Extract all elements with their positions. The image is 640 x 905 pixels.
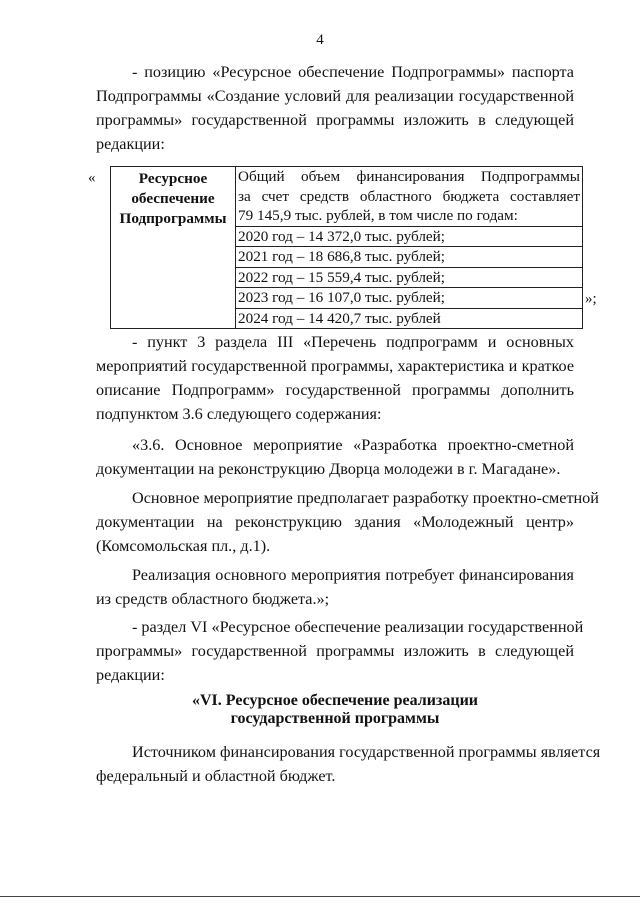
text-line: Основное мероприятие предполагает разработку проектно-сметной bbox=[132, 489, 599, 507]
text-line: (Комсомольская пл., д.1). bbox=[96, 537, 271, 555]
header-line: Ресурсное bbox=[138, 170, 208, 187]
text-line: - раздел VI «Ресурсное обеспечение реализации государственной bbox=[132, 618, 584, 636]
table-line: 2021 год – 18 686,8 тыс. рублей; bbox=[236, 247, 582, 268]
resource-table-body bbox=[236, 167, 583, 329]
table-line: 2020 год – 14 372,0 тыс. рублей; bbox=[236, 227, 582, 248]
paragraph-passport-amendment bbox=[96, 60, 574, 156]
text-line: Источником финансирования государственной программы является bbox=[132, 743, 601, 761]
section-title-line: «VI. Ресурсное обеспечение реализации bbox=[191, 692, 479, 709]
table-open-quote: « bbox=[88, 170, 96, 186]
text-line: - пункт 3 раздела III «Перечень подпрограмм и основных bbox=[132, 333, 574, 351]
text-line: из средств областного бюджета.»; bbox=[96, 590, 330, 608]
table-line: 2022 год – 15 559,4 тыс. рублей; bbox=[236, 268, 582, 289]
paragraph-funding-source bbox=[96, 740, 601, 788]
paragraph-section3-amendment bbox=[96, 330, 574, 426]
resource-table bbox=[110, 166, 583, 329]
table-line: Общий объем финансирования Подпрограммы bbox=[238, 168, 580, 185]
table-close-quote: »; bbox=[585, 291, 597, 307]
section-title-line: государственной программы bbox=[230, 710, 440, 727]
text-line: документации на реконструкцию Дворца молодежи в г. Магадане». bbox=[96, 460, 561, 478]
resource-table-header bbox=[111, 167, 236, 329]
text-line: подпунктом 3.6 следующего содержания: bbox=[96, 405, 382, 423]
text-line: программы» государственной программы изложить в следующей bbox=[96, 111, 574, 129]
table-line: за счет средств областного бюджета составляет bbox=[238, 187, 580, 205]
table-line: 2024 год – 14 420,7 тыс. рублей bbox=[238, 309, 441, 327]
header-line: Подпрограммы bbox=[119, 210, 227, 227]
text-line: Реализация основного мероприятия потребует финансирования bbox=[132, 566, 574, 584]
paragraph-item-3-6 bbox=[96, 433, 574, 481]
page-bottom-rule bbox=[0, 896, 640, 897]
text-line: «3.6. Основное мероприятие «Разработка проектно-сметной bbox=[132, 436, 574, 454]
section-title bbox=[96, 692, 574, 728]
text-line: федеральный и областной бюджет. bbox=[96, 767, 336, 785]
text-line: - позицию «Ресурсное обеспечение Подпрограммы» паспорта bbox=[132, 63, 574, 81]
paragraph-financing bbox=[96, 563, 574, 611]
text-line: мероприятий государственной программы, характеристика и краткое bbox=[96, 357, 574, 375]
text-line: описание Подпрограмм» государственной программы дополнить bbox=[96, 381, 574, 399]
text-line: редакции: bbox=[96, 135, 165, 153]
paragraph-section6-amendment bbox=[96, 615, 584, 687]
text-line: редакции: bbox=[96, 666, 165, 684]
table-line: 79 145,9 тыс. рублей, в том числе по годам: bbox=[236, 206, 582, 227]
table-line: 2023 год – 16 107,0 тыс. рублей; bbox=[236, 288, 582, 309]
paragraph-main-activity bbox=[96, 486, 599, 558]
text-line: программы» государственной программы изложить в следующей bbox=[96, 642, 574, 660]
header-line: обеспечение bbox=[131, 190, 215, 207]
page-number: 4 bbox=[316, 32, 324, 48]
text-line: Подпрограммы «Создание условий для реализации государственной bbox=[96, 87, 574, 105]
text-line: документации на реконструкцию здания «Молодежный центр» bbox=[96, 513, 574, 531]
